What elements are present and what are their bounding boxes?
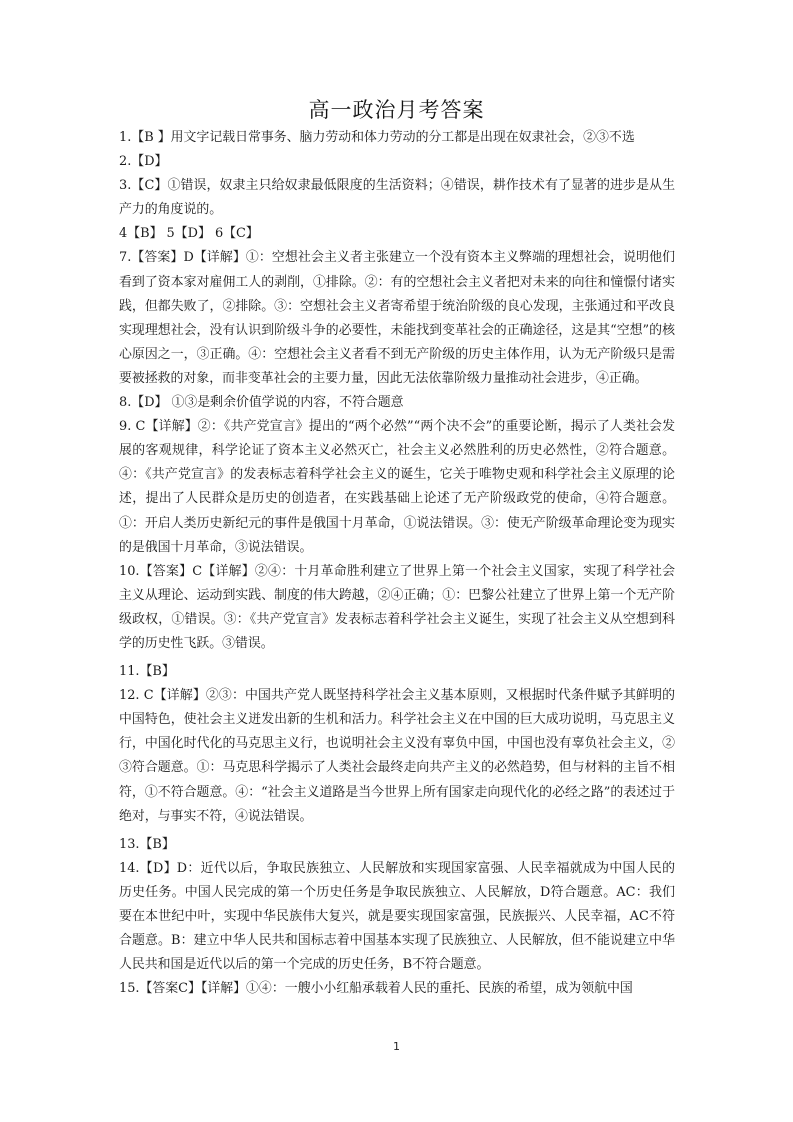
answer-item-1: 1.【B 】用文字记载日常事务、脑力劳动和体力劳动的分工都是出现在奴隶社会，②③不选 (119, 130, 635, 145)
answer-item-3: 3.【C】①错误，奴隶主只给奴隶最低限度的生活资料；④错误，耕作技术有了显著的进步是从生产力的角度说的。 (119, 178, 675, 218)
answer-item-2: 2.【D】 (119, 154, 168, 170)
answer-item-11: 11.【B】 (119, 664, 175, 680)
answer-item-15: 15.【答案C】【详解】①④：一艘小小红船承载着人民的重托、民族的希望，成为领航中国 (119, 981, 633, 997)
answer-item-10: 10.【答案】C【详解】②④：十月革命胜利建立了世界上第一个社会主义国家，实现了科学社会主义从理论、运动到实践、制度的伟大跨越，②④正确；①：巴黎公社建立了世界上第一个无产阶级政权，①错误。③：《共产党宣言》发表标志着科学社会主义诞生，实现了社会主义从空想到科学的历史性飞跃。③错误。 (119, 563, 675, 651)
answer-item-9: 9. C【详解】②：《共产党宣言》提出的“两个必然”“两个决不会”的重要论断，揭示了人类社会发展的客观规律，科学论证了资本主义必然灭亡，社会主义必然胜利的历史必然性，②符合题意。④：《共产党宣言》的发表标志着科学社会主义的诞生，它关于唯物史观和科学社会主义原理的论述，提出了人民群众是历史的创造者，在实践基础上论述了无产阶级政党的使命，④符合题意。①：开启人类历史新纪元的事件是俄国十月革命，①说法错误。③：使无产阶级革命理论变为现实的是俄国十月革命，③说法错误。 (119, 419, 675, 555)
page-title: 高一政治月考答案 (308, 98, 485, 122)
answer-item-4-6: 4【B】 5【D】 6【C】 (119, 226, 259, 242)
answer-list (119, 126, 675, 1001)
answer-item-8: 8.【D】 ①③是剩余价值学说的内容，不符合题意 (119, 395, 404, 411)
answer-item-14: 14.【D】D：近代以后，争取民族独立、人民解放和实现国家富强、人民幸福就成为中国人民的历史任务。中国人民完成的第一个历史任务是争取民族独立、人民解放，D符合题意。AC：我们要在本世纪中叶，实现中华民族伟大复兴，就是要实现国家富强，民族振兴、人民幸福，AC不符合题意。B：建立中华人民共和国标志着中国基本实现了民族独立、人民解放，但不能说建立中华人民共和国是近代以后的第一个完成的历史任务，B不符合题意。 (119, 860, 675, 973)
answer-item-12: 12. C【详解】②③：中国共产党人既坚持科学社会主义基本原则，又根据时代条件赋予其鲜明的中国特色，使社会主义迸发出新的生机和活力。科学社会主义在中国的巨大成功说明，马克思主义行，中国化时代化的马克思主义行，也说明社会主义没有辜负中国，中国也没有辜负社会主义，②③符合题意。①：马克思科学揭示了人类社会最终走向共产主义的必然趋势，但与材料的主旨不相符，①不符合题意。④：“社会主义道路是当今世界上所有国家走向现代化的必经之路”的表述过于绝对，与事实不符，④说法错误。 (119, 688, 675, 824)
page-number: 1 (393, 1040, 400, 1053)
answer-item-7: 7.【答案】D【详解】①：空想社会主义者主张建立一个没有资本主义弊端的理想社会，说明他们看到了资本家对雇佣工人的剥削，①排除。②：有的空想社会主义者把对未来的向往和憧憬付诸实践，但都失败了，②排除。③：空想社会主义者寄希望于统治阶级的良心发现，主张通过和平改良实现理想社会，没有认识到阶级斗争的必要性，未能找到变革社会的正确途径，这是其“空想”的核心原因之一，③正确。④：空想社会主义者看不到无产阶级的历史主体作用，认为无产阶级只是需要被拯救的对象，而非变革社会的主要力量，因此无法依靠阶级力量推动社会进步，④正确。 (119, 250, 675, 386)
answer-item-13: 13.【B】 (119, 836, 175, 852)
